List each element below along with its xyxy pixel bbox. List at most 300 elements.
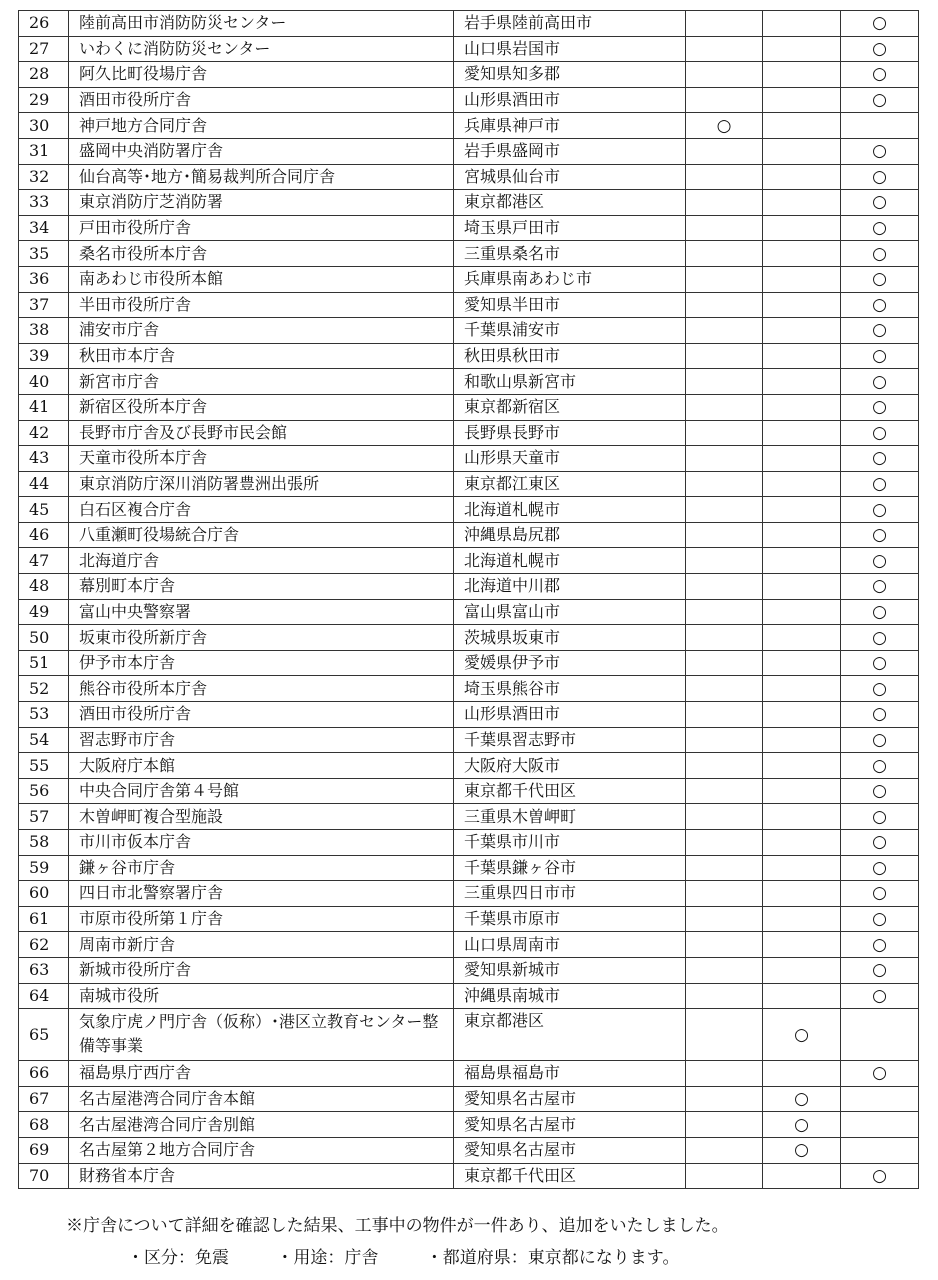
- mark-col-c: ○: [841, 881, 919, 907]
- facility-name: 四日市北警察署庁舎: [69, 881, 454, 907]
- mark-col-b: [763, 266, 841, 292]
- facility-location: 兵庫県神戸市: [454, 113, 686, 139]
- facility-name: 白石区複合庁舎: [69, 497, 454, 523]
- facility-location: 山口県岩国市: [454, 36, 686, 62]
- facility-name: 酒田市役所庁舎: [69, 702, 454, 728]
- row-number: 63: [19, 957, 69, 983]
- table-row: [19, 548, 919, 574]
- row-number: 59: [19, 855, 69, 881]
- mark-col-a: [686, 343, 763, 369]
- mark-col-a: [686, 1137, 763, 1163]
- mark-col-a: [686, 804, 763, 830]
- table-row: [19, 138, 919, 164]
- facility-name: 盛岡中央消防署庁舎: [69, 138, 454, 164]
- mark-col-a: [686, 599, 763, 625]
- row-number: 56: [19, 778, 69, 804]
- row-number: 41: [19, 394, 69, 420]
- mark-col-b: [763, 855, 841, 881]
- table-row: [19, 983, 919, 1009]
- mark-col-c: ○: [841, 11, 919, 37]
- row-number: 69: [19, 1137, 69, 1163]
- facility-location: 三重県桑名市: [454, 241, 686, 267]
- table-row: [19, 1009, 919, 1061]
- facility-name: 神戸地方合同庁舎: [69, 113, 454, 139]
- mark-col-a: [686, 855, 763, 881]
- mark-col-b: ○: [763, 1009, 841, 1061]
- facility-name: 新宮市庁舎: [69, 369, 454, 395]
- facility-location: 東京都港区: [454, 1009, 686, 1061]
- table-row: [19, 497, 919, 523]
- row-number: 44: [19, 471, 69, 497]
- table-row: [19, 522, 919, 548]
- facility-location: 三重県四日市市: [454, 881, 686, 907]
- facility-name: 中央合同庁舎第４号館: [69, 778, 454, 804]
- facility-location: 千葉県市原市: [454, 906, 686, 932]
- table-row: [19, 1086, 919, 1112]
- facility-location: 岩手県盛岡市: [454, 138, 686, 164]
- mark-col-c: ○: [841, 676, 919, 702]
- row-number: 64: [19, 983, 69, 1009]
- mark-col-c: ○: [841, 1061, 919, 1087]
- facility-location: 沖縄県島尻郡: [454, 522, 686, 548]
- facility-location: 北海道札幌市: [454, 497, 686, 523]
- facility-location: 愛知県新城市: [454, 957, 686, 983]
- facility-location: 埼玉県熊谷市: [454, 676, 686, 702]
- mark-col-c: ○: [841, 318, 919, 344]
- mark-col-b: [763, 11, 841, 37]
- mark-col-c: ○: [841, 215, 919, 241]
- facility-location: 茨城県坂東市: [454, 625, 686, 651]
- facility-location: 岩手県陸前高田市: [454, 11, 686, 37]
- table-row: [19, 957, 919, 983]
- mark-col-c: ○: [841, 446, 919, 472]
- row-number: 49: [19, 599, 69, 625]
- footnote-category: ・区分：免震: [127, 1248, 229, 1268]
- facility-name: いわくに消防防災センター: [69, 36, 454, 62]
- mark-col-b: [763, 471, 841, 497]
- row-number: 60: [19, 881, 69, 907]
- mark-col-a: [686, 753, 763, 779]
- row-number: 33: [19, 190, 69, 216]
- mark-col-b: [763, 599, 841, 625]
- table-row: [19, 574, 919, 600]
- facility-location: 愛媛県伊予市: [454, 650, 686, 676]
- row-number: 62: [19, 932, 69, 958]
- mark-col-b: [763, 753, 841, 779]
- mark-col-c: ○: [841, 830, 919, 856]
- facility-location: 千葉県市川市: [454, 830, 686, 856]
- facility-name: 気象庁虎ノ門庁舎（仮称）･港区立教育センター整備等事業: [69, 1009, 454, 1061]
- table-row: [19, 1112, 919, 1138]
- row-number: 42: [19, 420, 69, 446]
- row-number: 65: [19, 1009, 69, 1061]
- mark-col-a: ○: [686, 113, 763, 139]
- facility-name: 仙台高等･地方･簡易裁判所合同庁舎: [69, 164, 454, 190]
- row-number: 68: [19, 1112, 69, 1138]
- mark-col-b: [763, 113, 841, 139]
- table-row: [19, 394, 919, 420]
- mark-col-c: [841, 1112, 919, 1138]
- mark-col-b: [763, 87, 841, 113]
- row-number: 66: [19, 1061, 69, 1087]
- mark-col-a: [686, 62, 763, 88]
- mark-col-b: [763, 420, 841, 446]
- facility-location: 東京都千代田区: [454, 778, 686, 804]
- mark-col-a: [686, 548, 763, 574]
- mark-col-a: [686, 292, 763, 318]
- mark-col-b: [763, 36, 841, 62]
- mark-col-a: [686, 727, 763, 753]
- mark-col-a: [686, 702, 763, 728]
- mark-col-a: [686, 830, 763, 856]
- mark-col-c: ○: [841, 753, 919, 779]
- mark-col-c: ○: [841, 420, 919, 446]
- facility-location: 愛知県名古屋市: [454, 1086, 686, 1112]
- mark-col-c: [841, 1086, 919, 1112]
- mark-col-a: [686, 1086, 763, 1112]
- facility-location: 宮城県仙台市: [454, 164, 686, 190]
- mark-col-b: [763, 574, 841, 600]
- mark-col-a: [686, 36, 763, 62]
- mark-col-c: ○: [841, 599, 919, 625]
- table-row: [19, 190, 919, 216]
- facility-name: 半田市役所庁舎: [69, 292, 454, 318]
- mark-col-a: [686, 574, 763, 600]
- mark-col-c: ○: [841, 855, 919, 881]
- mark-col-a: [686, 625, 763, 651]
- mark-col-b: ○: [763, 1137, 841, 1163]
- facility-location: 東京都千代田区: [454, 1163, 686, 1189]
- mark-col-b: ○: [763, 1086, 841, 1112]
- facility-location: 千葉県習志野市: [454, 727, 686, 753]
- facility-location: 愛知県半田市: [454, 292, 686, 318]
- facility-name: 浦安市庁舎: [69, 318, 454, 344]
- mark-col-b: [763, 778, 841, 804]
- row-number: 70: [19, 1163, 69, 1189]
- mark-col-c: ○: [841, 522, 919, 548]
- table-row: [19, 369, 919, 395]
- mark-col-a: [686, 1163, 763, 1189]
- mark-col-a: [686, 87, 763, 113]
- facility-name: 酒田市役所庁舎: [69, 87, 454, 113]
- row-number: 61: [19, 906, 69, 932]
- mark-col-a: [686, 676, 763, 702]
- table-row: [19, 215, 919, 241]
- facility-name: 阿久比町役場庁舎: [69, 62, 454, 88]
- table-row: [19, 804, 919, 830]
- row-number: 28: [19, 62, 69, 88]
- mark-col-a: [686, 215, 763, 241]
- mark-col-b: [763, 497, 841, 523]
- table-row: [19, 676, 919, 702]
- facility-name: 熊谷市役所本庁舎: [69, 676, 454, 702]
- table-row: [19, 164, 919, 190]
- mark-col-c: ○: [841, 190, 919, 216]
- table-row: [19, 471, 919, 497]
- row-number: 31: [19, 138, 69, 164]
- facility-location: 千葉県鎌ヶ谷市: [454, 855, 686, 881]
- mark-col-a: [686, 394, 763, 420]
- facility-name: 八重瀬町役場統合庁舎: [69, 522, 454, 548]
- facility-name: 長野市庁舎及び長野市民会館: [69, 420, 454, 446]
- table-row: [19, 241, 919, 267]
- facility-name: 鎌ヶ谷市庁舎: [69, 855, 454, 881]
- facility-name: 南城市役所: [69, 983, 454, 1009]
- row-number: 46: [19, 522, 69, 548]
- mark-col-a: [686, 778, 763, 804]
- facility-location: 山口県周南市: [454, 932, 686, 958]
- mark-col-a: [686, 957, 763, 983]
- mark-col-c: ○: [841, 343, 919, 369]
- facility-location: 三重県木曽岬町: [454, 804, 686, 830]
- facility-name: 天童市役所本庁舎: [69, 446, 454, 472]
- facility-name: 大阪府庁本館: [69, 753, 454, 779]
- row-number: 39: [19, 343, 69, 369]
- mark-col-a: [686, 650, 763, 676]
- row-number: 50: [19, 625, 69, 651]
- mark-col-a: [686, 522, 763, 548]
- mark-col-b: [763, 906, 841, 932]
- mark-col-b: [763, 369, 841, 395]
- footnote: ※庁舎について詳細を確認した結果、工事中の物件が一件あり、追加をいたしました。: [66, 1216, 729, 1236]
- table-row: [19, 1163, 919, 1189]
- table-row: [19, 727, 919, 753]
- mark-col-c: ○: [841, 36, 919, 62]
- mark-col-a: [686, 164, 763, 190]
- mark-col-a: [686, 190, 763, 216]
- row-number: 48: [19, 574, 69, 600]
- row-number: 38: [19, 318, 69, 344]
- mark-col-b: [763, 241, 841, 267]
- row-number: 26: [19, 11, 69, 37]
- facility-location: 山形県酒田市: [454, 702, 686, 728]
- mark-col-c: ○: [841, 906, 919, 932]
- mark-col-b: [763, 881, 841, 907]
- mark-col-a: [686, 906, 763, 932]
- mark-col-b: [763, 932, 841, 958]
- mark-col-b: [763, 343, 841, 369]
- row-number: 51: [19, 650, 69, 676]
- facility-location: 福島県福島市: [454, 1061, 686, 1087]
- row-number: 58: [19, 830, 69, 856]
- mark-col-b: [763, 676, 841, 702]
- row-number: 43: [19, 446, 69, 472]
- table-row: [19, 292, 919, 318]
- mark-col-c: ○: [841, 983, 919, 1009]
- mark-col-c: ○: [841, 292, 919, 318]
- mark-col-a: [686, 932, 763, 958]
- facility-location: 埼玉県戸田市: [454, 215, 686, 241]
- table-row: [19, 625, 919, 651]
- facility-name: 伊予市本庁舎: [69, 650, 454, 676]
- facility-name: 名古屋第２地方合同庁舎: [69, 1137, 454, 1163]
- facility-location: 東京都江東区: [454, 471, 686, 497]
- mark-col-b: [763, 548, 841, 574]
- table-row: [19, 113, 919, 139]
- facility-name: 東京消防庁芝消防署: [69, 190, 454, 216]
- table-row: [19, 11, 919, 37]
- row-number: 37: [19, 292, 69, 318]
- table-row: [19, 855, 919, 881]
- facility-location: 東京都新宿区: [454, 394, 686, 420]
- mark-col-c: ○: [841, 266, 919, 292]
- mark-col-c: ○: [841, 804, 919, 830]
- facility-name: 幕別町本庁舎: [69, 574, 454, 600]
- table-row: [19, 1137, 919, 1163]
- mark-col-a: [686, 1112, 763, 1138]
- mark-col-c: [841, 1137, 919, 1163]
- mark-col-a: [686, 420, 763, 446]
- row-number: 40: [19, 369, 69, 395]
- facility-location: 兵庫県南あわじ市: [454, 266, 686, 292]
- mark-col-c: ○: [841, 471, 919, 497]
- facility-name: 陸前高田市消防防災センター: [69, 11, 454, 37]
- mark-col-c: ○: [841, 241, 919, 267]
- mark-col-b: [763, 1163, 841, 1189]
- table-row: [19, 881, 919, 907]
- table-row: [19, 906, 919, 932]
- mark-col-b: [763, 215, 841, 241]
- facility-location: 千葉県浦安市: [454, 318, 686, 344]
- mark-col-c: ○: [841, 164, 919, 190]
- facility-location: 東京都港区: [454, 190, 686, 216]
- footnote-details: [127, 1243, 721, 1268]
- mark-col-b: [763, 983, 841, 1009]
- mark-col-c: ○: [841, 87, 919, 113]
- mark-col-c: ○: [841, 778, 919, 804]
- mark-col-c: ○: [841, 138, 919, 164]
- mark-col-a: [686, 11, 763, 37]
- mark-col-b: [763, 1061, 841, 1087]
- mark-col-a: [686, 138, 763, 164]
- facility-location: 山形県天童市: [454, 446, 686, 472]
- mark-col-c: ○: [841, 1163, 919, 1189]
- mark-col-b: [763, 625, 841, 651]
- table-row: [19, 318, 919, 344]
- mark-col-a: [686, 497, 763, 523]
- mark-col-a: [686, 1061, 763, 1087]
- mark-col-a: [686, 241, 763, 267]
- mark-col-b: [763, 164, 841, 190]
- mark-col-b: [763, 394, 841, 420]
- mark-col-b: [763, 62, 841, 88]
- facility-name: 戸田市役所庁舎: [69, 215, 454, 241]
- facility-name: 市川市仮本庁舎: [69, 830, 454, 856]
- table-row: [19, 599, 919, 625]
- row-number: 55: [19, 753, 69, 779]
- mark-col-b: [763, 830, 841, 856]
- mark-col-c: ○: [841, 650, 919, 676]
- facility-location: 富山県富山市: [454, 599, 686, 625]
- facility-name: 富山中央警察署: [69, 599, 454, 625]
- facility-location: 秋田県秋田市: [454, 343, 686, 369]
- row-number: 36: [19, 266, 69, 292]
- facility-name: 習志野市庁舎: [69, 727, 454, 753]
- row-number: 57: [19, 804, 69, 830]
- mark-col-b: [763, 522, 841, 548]
- facility-location: 北海道中川郡: [454, 574, 686, 600]
- facility-name: 新宿区役所本庁舎: [69, 394, 454, 420]
- mark-col-b: [763, 138, 841, 164]
- mark-col-c: ○: [841, 957, 919, 983]
- facility-name: 福島県庁西庁舎: [69, 1061, 454, 1087]
- row-number: 47: [19, 548, 69, 574]
- facility-location: 沖縄県南城市: [454, 983, 686, 1009]
- mark-col-c: ○: [841, 394, 919, 420]
- mark-col-b: [763, 190, 841, 216]
- facility-location: 愛知県名古屋市: [454, 1112, 686, 1138]
- footnote-use: ・用途：庁舎: [276, 1248, 379, 1268]
- mark-col-c: ○: [841, 497, 919, 523]
- row-number: 30: [19, 113, 69, 139]
- mark-col-a: [686, 983, 763, 1009]
- facility-name: 名古屋港湾合同庁舎別館: [69, 1112, 454, 1138]
- facility-name: 新城市役所庁舎: [69, 957, 454, 983]
- facility-location: 山形県酒田市: [454, 87, 686, 113]
- row-number: 35: [19, 241, 69, 267]
- table-row: [19, 932, 919, 958]
- table-row: [19, 753, 919, 779]
- mark-col-b: [763, 702, 841, 728]
- mark-col-c: ○: [841, 702, 919, 728]
- facility-name: 名古屋港湾合同庁舎本館: [69, 1086, 454, 1112]
- table-row: [19, 1061, 919, 1087]
- facility-location: 和歌山県新宮市: [454, 369, 686, 395]
- facility-location: 愛知県名古屋市: [454, 1137, 686, 1163]
- mark-col-b: [763, 727, 841, 753]
- mark-col-b: ○: [763, 1112, 841, 1138]
- row-number: 53: [19, 702, 69, 728]
- mark-col-a: [686, 1009, 763, 1061]
- facility-table: [18, 10, 919, 1189]
- mark-col-c: ○: [841, 932, 919, 958]
- facility-name: 周南市新庁舎: [69, 932, 454, 958]
- facility-name: 東京消防庁深川消防署豊洲出張所: [69, 471, 454, 497]
- mark-col-a: [686, 881, 763, 907]
- mark-col-c: ○: [841, 62, 919, 88]
- row-number: 67: [19, 1086, 69, 1112]
- mark-col-c: ○: [841, 548, 919, 574]
- mark-col-c: [841, 113, 919, 139]
- table-row: [19, 420, 919, 446]
- table-row: [19, 702, 919, 728]
- footnote-prefecture: ・都道府県：東京都になります。: [425, 1248, 680, 1268]
- facility-name: 財務省本庁舎: [69, 1163, 454, 1189]
- row-number: 27: [19, 36, 69, 62]
- row-number: 29: [19, 87, 69, 113]
- mark-col-c: ○: [841, 625, 919, 651]
- mark-col-b: [763, 318, 841, 344]
- table-row: [19, 778, 919, 804]
- mark-col-b: [763, 292, 841, 318]
- mark-col-c: [841, 1009, 919, 1061]
- facility-location: 長野県長野市: [454, 420, 686, 446]
- mark-col-c: ○: [841, 369, 919, 395]
- table-row: [19, 650, 919, 676]
- row-number: 34: [19, 215, 69, 241]
- mark-col-a: [686, 266, 763, 292]
- facility-name: 秋田市本庁舎: [69, 343, 454, 369]
- facility-name: 北海道庁舎: [69, 548, 454, 574]
- mark-col-b: [763, 804, 841, 830]
- mark-col-b: [763, 446, 841, 472]
- facility-name: 市原市役所第１庁舎: [69, 906, 454, 932]
- mark-col-a: [686, 318, 763, 344]
- table-row: [19, 830, 919, 856]
- table-row: [19, 62, 919, 88]
- mark-col-c: ○: [841, 727, 919, 753]
- facility-name: 南あわじ市役所本館: [69, 266, 454, 292]
